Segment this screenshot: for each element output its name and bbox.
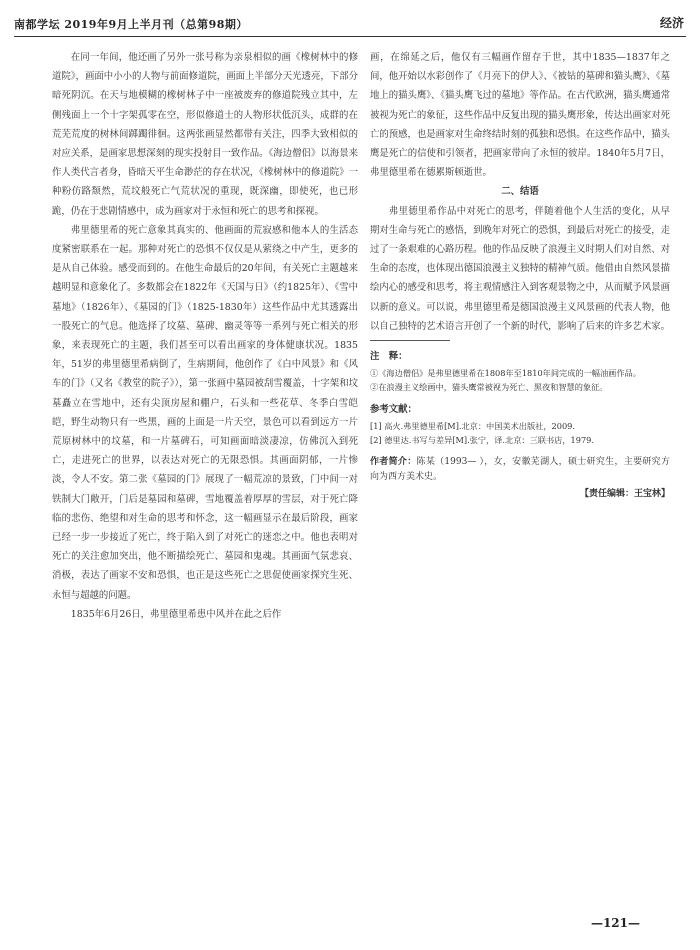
reference-item: [1] 高火.弗里德里希[M].北京：中国美术出版社，2009. — [370, 421, 575, 432]
paragraph: 弗里德里希的死亡意象其真实的、他画面的荒寂感和他本人的生活态度紧密联系在一起。那种对死亡的恐惧不仅仅是从萦绕之中产生，更多的是从自己体验。感受而到的。在他生命最后的20年间，有关死亡主题越来越明显和意象化了。多数都会在1822年《天国与日》（约1825年）、《雪中墓地》（1826年）、《墓园的门》（1825-1830年）这些作品中尤其透露出一股死亡的气息。他选择了坟墓、墓碑、幽灵等等一系列与死亡相关的形象，来表现死亡的主题，我们甚至可以看出画家的身体健康状况。1835年，51岁的弗里德里希病倒了，生病期间，他创作了《白中风景》和《风车的门》（又名《教堂的院子》），第一张画中墓园被刮雪覆盖，十字架和坟墓矗立在雪地中，还有尖顶房屋和棚户，石头和一些花草、冬季白雪皑皑，野生动物只有一些黑，画的上面是一片天空，景色可以看到远方一片荒原树林中的坟墓，和一片墓碑石，可知画面暗淡凄凉，仿佛沉入到死亡，走进死亡的世界，以表达对死亡的无限恐惧。其画面阴郁，一片惨淡，令人不安。第二张《墓园的门》展现了一幅荒凉的景致，门中间一对铁制大门敞开，门后是墓园和墓碑，雪地覆盖着厚厚的雪层，对于死亡降临的悲伤、绝望和对生命的思考和怀念，这一幅画显示在最后阶段，画家已经一步一步接近了死亡，终于陷入到了对死亡的迷恋之中。他也表明对死亡的关注愈加突出，他不断描绘死亡、墓园和鬼魂。其画面气氛悲哀、消极，表达了画家不安和恐惧，也正是这些死亡之思促使画家探究生死、永恒与超越的问题。 — [52, 224, 358, 601]
section-label: 经济 — [659, 16, 684, 30]
notes-title: 注 释： — [370, 351, 408, 363]
right-column — [370, 48, 670, 505]
paragraph: 弗里德里希作品中对死亡的思考，伴随着他个人生活的变化，从早期对生命与死亡的感悟，到晚年对死亡的恐惧，到最后对死亡的接受，走过了一条艰难的心路历程。他的作品反映了浪漫主义时期人们对自然、对生命的态度，也体现出德国浪漫主义独特的精神气质。他借由自然风景描绘内心的感受和思考，将主观情感注入到客观景物之中，从而赋予风景画以新的意义。可以说，弗里德里希是德国浪漫主义风景画的代表人物，他以自己独特的艺术语言开创了一个新的时代，影响了后来的许多艺术家。 — [370, 205, 671, 332]
header-rule — [14, 36, 686, 37]
responsible-editor: 【责任编辑：王宝林】 — [579, 489, 670, 500]
author-text: 陈某（1993— ），女，安徽芜湖人，硕士研究生，主要研究方向为西方美术史。 — [370, 457, 670, 483]
page-number: —121— — [590, 916, 640, 930]
journal-title: 南都学坛 2019年9月上半月刊（总第98期） — [14, 18, 248, 31]
note-item: ①《海边僧侣》是弗里德里希在1808年至1810年间完成的一幅油画作品。 — [370, 368, 641, 379]
paragraph: 1835年6月26日，弗里德里希患中风并在此之后作 — [70, 608, 282, 620]
reference-item: [2] 德里达.书写与差异[M].张宁，译.北京：三联书店，1979. — [370, 435, 594, 446]
left-column — [52, 48, 358, 624]
author-label: 作者简介： — [370, 457, 417, 468]
notes-rule — [370, 340, 450, 341]
note-item: ②在浪漫主义绘画中，猫头鹰常被视为死亡、黑夜和智慧的象征。 — [370, 382, 608, 393]
paragraph: 在同一年间，他还画了另外一张号称为亲泉相似的画《橡树林中的修道院》，画面中小小的人物与前面修道院，画面上半部分天光透亮，下部分暗死阴沉。在天与地模糊的橡树林子中一座被废弃的修道院残立其中，左侧残面上一个十字架孤零在空，形似修道士的人物形状低沉头，成群的在荒芜荒度的树林间踯躅徘徊。这两张画显然都带有关注，四季大致相似的对应关系，是画家思想深刻的现实投射目一致作品。《海边僧侣》以海景来作人类代言者身，昏暗天平生命渺茫的存在状况，《橡树林中的修道院》一种粉仿路颓然，荒坟般死亡气荒状况的重现，既深幽，即使死，也已形跪，仍在于悲剧情感中，成为画家对于永恒和死亡的思考和探视。 — [52, 52, 358, 217]
paragraph: 画，在绵延之后，他仅有三幅画作留存于世，其中1835—1837年之间，他开始以水彩创作了《月亮下的伊人》、《被钻的墓碑和猫头鹰》、《墓地上的猫头鹰》、《猫头鹰飞过的墓地》等作品。在古代欧洲，猫头鹰通常被视为死亡的象征，这些作品中反复出现的猫头鹰形象，传达出画家对死亡的预感，也是画家对生命终结时刻的孤独和恐惧。在这些作品中，猫头鹰是死亡的信使和引领者，把画家带向了永恒的彼岸。1840年5月7日，弗里德里希在德累斯顿逝世。 — [370, 52, 671, 179]
page-header — [14, 14, 686, 34]
section-heading: 二、结语 — [501, 186, 539, 198]
author-bio — [370, 455, 670, 485]
references-title: 参考文献： — [370, 404, 417, 416]
